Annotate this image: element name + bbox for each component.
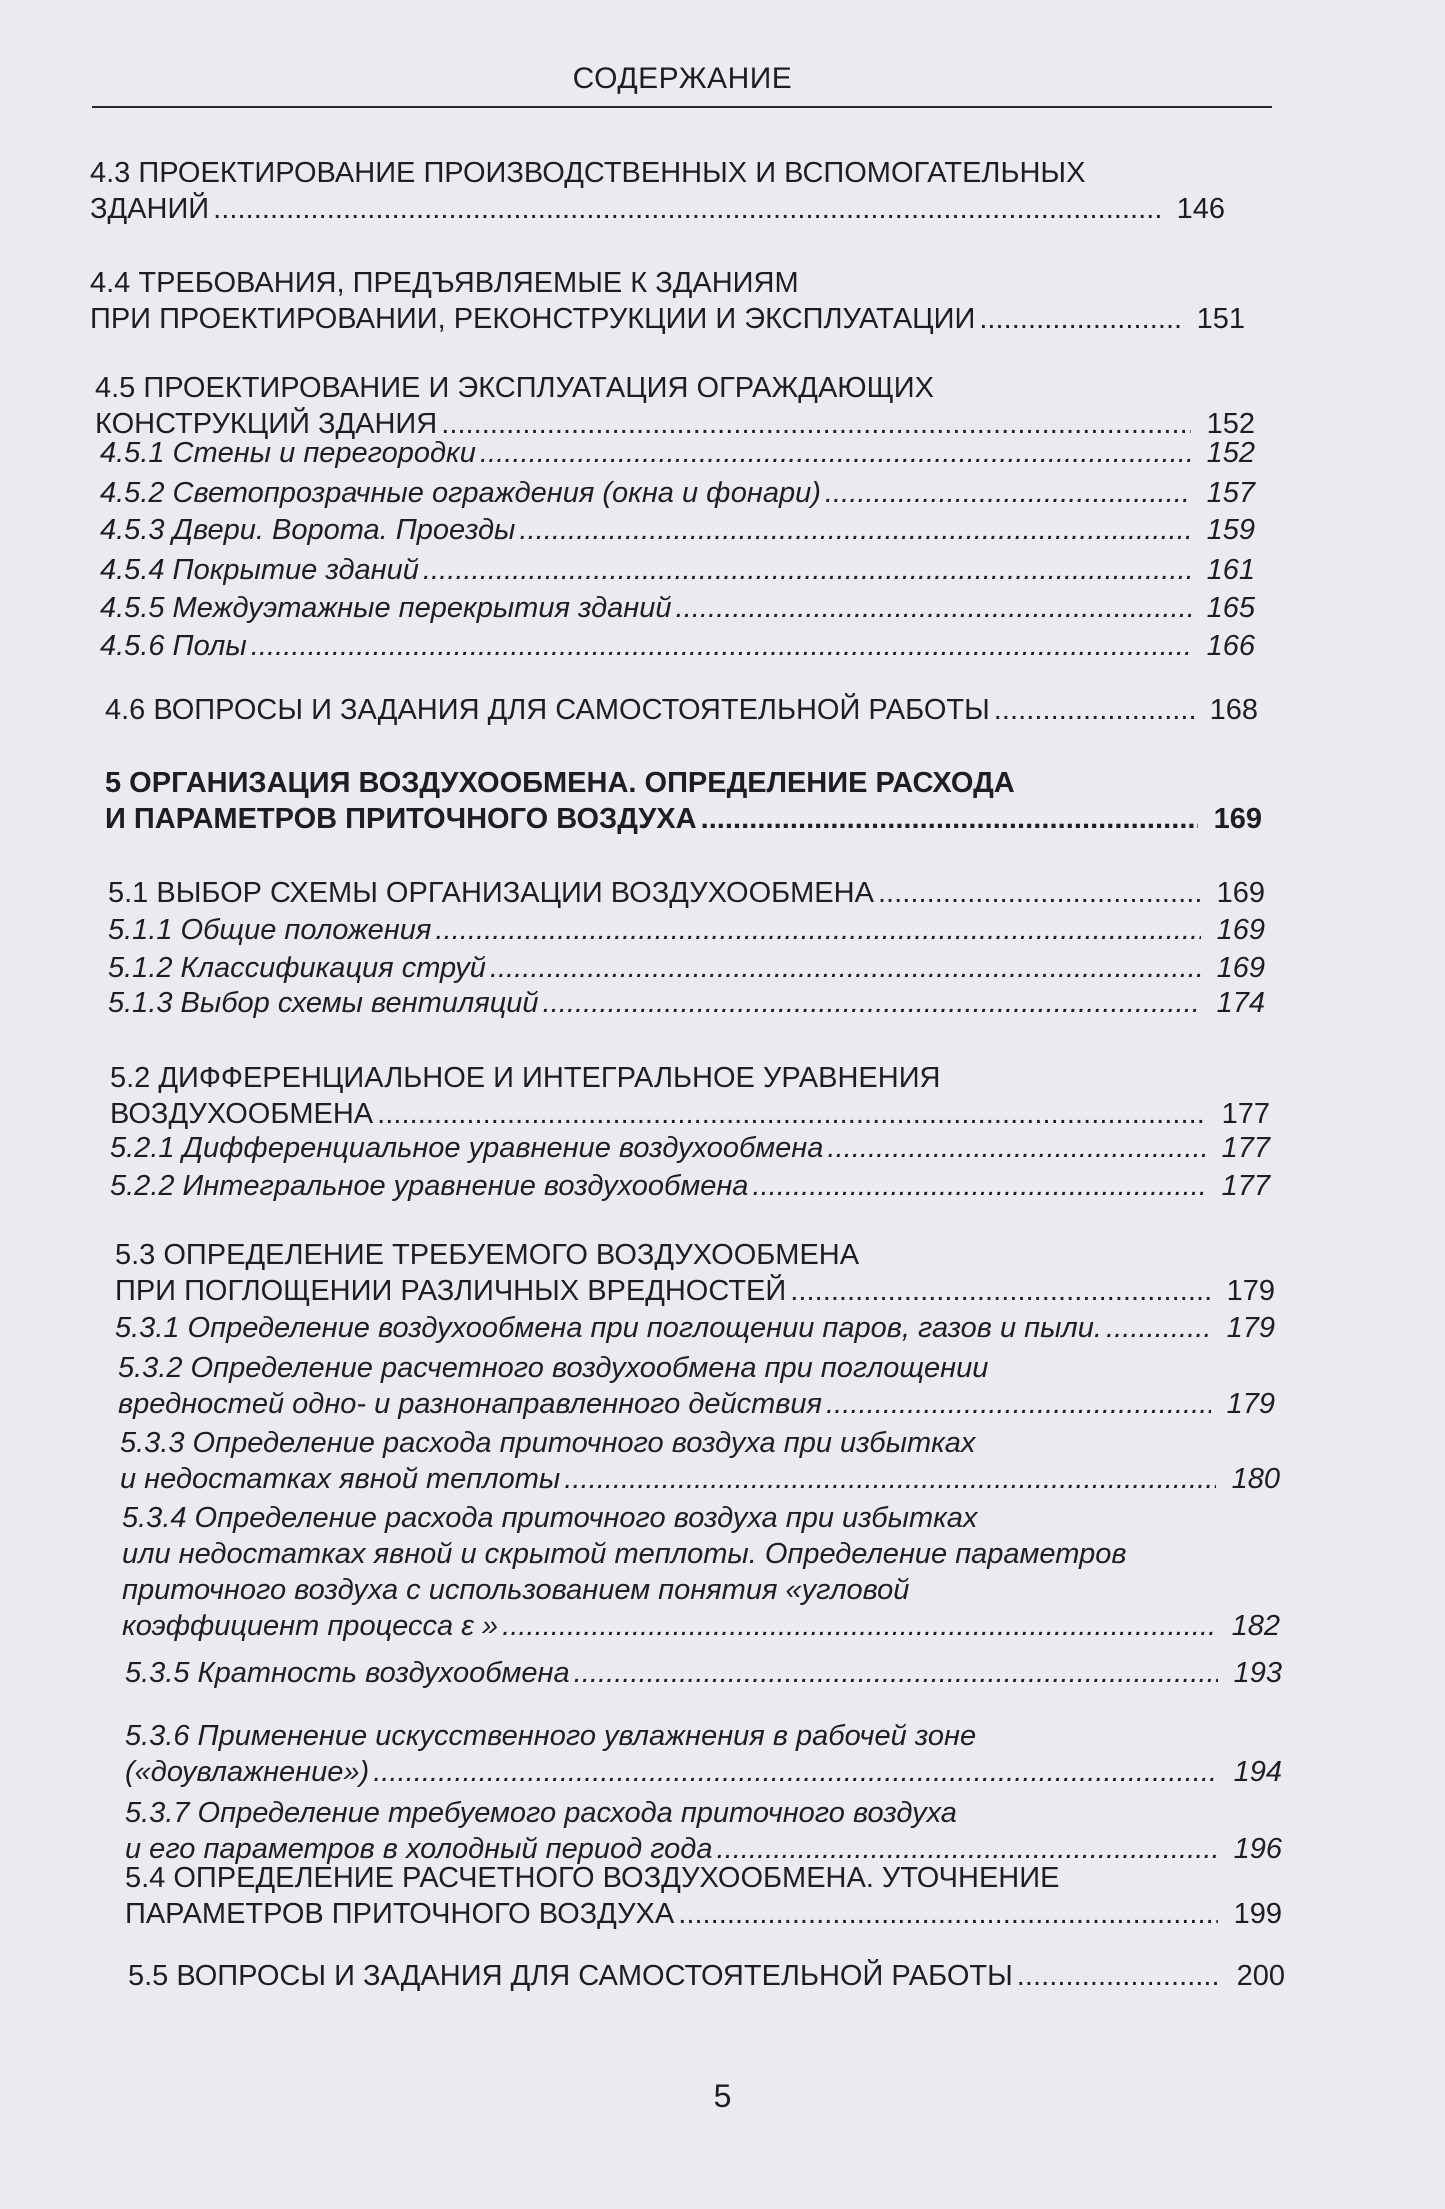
toc-entry-last-line <box>110 1096 1270 1132</box>
toc-entry-page: 165 <box>1206 592 1255 624</box>
toc-entry-page: 152 <box>1206 408 1255 440</box>
toc-entry-last-line <box>105 692 1258 728</box>
toc-entry-title: 5.1 ВЫБОР СХЕМЫ ОРГАНИЗАЦИИ ВОЗДУХООБМЕНА <box>108 877 874 909</box>
toc-entry-page: 146 <box>1176 193 1225 225</box>
toc-entry <box>110 1130 1270 1166</box>
toc-entry-title: 4.5.6 Полы <box>100 630 247 662</box>
toc-entry-page: 169 <box>1216 877 1265 909</box>
toc-entry-page: 179 <box>1226 1388 1275 1420</box>
dot-leader <box>701 801 1198 837</box>
toc-entry-last-line <box>100 475 1255 511</box>
toc-entry-title: («доувлажнение») <box>125 1756 370 1788</box>
toc-entry-last-line <box>125 1754 1282 1790</box>
toc-entry <box>105 765 1262 837</box>
toc-entry-last-line <box>100 590 1255 626</box>
toc-entry-last-line <box>108 950 1265 986</box>
toc-entry-title: ПАРАМЕТРОВ ПРИТОЧНОГО ВОЗДУХА <box>125 1898 675 1930</box>
toc-entry-line: 4.3 ПРОЕКТИРОВАНИЕ ПРОИЗВОДСТВЕННЫХ И ВСПОМОГАТЕЛЬНЫХ <box>90 157 1086 189</box>
dot-leader <box>994 692 1194 728</box>
dot-leader <box>878 875 1201 911</box>
dot-leader <box>564 1461 1216 1497</box>
toc-entry-title: коэффициент процесса ε » <box>122 1610 499 1642</box>
toc-entry <box>115 1237 1275 1309</box>
toc-entry-last-line <box>128 1958 1285 1994</box>
dot-leader <box>790 1273 1211 1309</box>
toc-entry-title: 5.3.1 Определение воздухообмена при поглощении паров, газов и пыли. <box>115 1312 1102 1344</box>
toc-entry-line: 5.3.3 Определение расхода приточного воздуха при избытках <box>120 1427 976 1459</box>
toc-entry <box>128 1958 1285 1994</box>
dot-leader <box>377 1096 1206 1132</box>
toc-entry-line: 5.4 ОПРЕДЕЛЕНИЕ РАСЧЕТНОГО ВОЗДУХООБМЕНА. УТОЧНЕНИЕ <box>125 1862 1060 1894</box>
toc-entry <box>90 155 1225 227</box>
toc-entry-title: И ПАРАМЕТРОВ ПРИТОЧНОГО ВОЗДУХА <box>105 803 697 835</box>
toc-entry <box>125 1718 1282 1790</box>
toc-entry-page: 169 <box>1216 914 1265 946</box>
dot-leader <box>574 1655 1218 1691</box>
toc-entry-line: 5.3.7 Определение требуемого расхода приточного воздуха <box>125 1797 957 1829</box>
toc-entry-line: 5.3.4 Определение расхода приточного воздуха при избытках <box>122 1502 978 1534</box>
toc-entry-last-line <box>108 875 1265 911</box>
toc-entry-title: 5.3.5 Кратность воздухообмена <box>125 1657 570 1689</box>
toc-entry-last-line <box>118 1386 1275 1422</box>
toc-entry-title: 4.5.3 Двери. Ворота. Проезды <box>100 514 516 546</box>
dot-leader <box>480 435 1191 471</box>
toc-entry-last-line <box>110 1130 1270 1166</box>
toc-entry-title: 5.5 ВОПРОСЫ И ЗАДАНИЯ ДЛЯ САМОСТОЯТЕЛЬНОЙ РАБОТЫ <box>128 1960 1013 1992</box>
dot-leader <box>502 1608 1216 1644</box>
toc-entry-last-line <box>125 1896 1282 1932</box>
header-rule <box>92 106 1272 108</box>
toc-entry-line: приточного воздуха с использованием понятия «угловой <box>122 1574 910 1606</box>
toc-entry <box>100 628 1255 664</box>
toc-entry-title: ВОЗДУХООБМЕНА <box>110 1098 374 1130</box>
toc-entry-page: 182 <box>1231 1610 1280 1642</box>
toc-entry-title: 4.5.2 Светопрозрачные ограждения (окна и фонари) <box>100 477 821 509</box>
toc-entry <box>125 1655 1282 1691</box>
toc-entry-page: 180 <box>1231 1463 1280 1495</box>
toc-entry-title: и недостатках явной теплоты <box>120 1463 561 1495</box>
toc-entry-last-line <box>100 512 1255 548</box>
toc-entry <box>122 1500 1280 1644</box>
page-header: СОДЕРЖАНИЕ <box>572 62 793 95</box>
dot-leader <box>490 950 1201 986</box>
toc-entry-title: 4.5.5 Междуэтажные перекрытия зданий <box>100 592 672 624</box>
dot-leader <box>251 628 1191 664</box>
toc-entry-page: 177 <box>1221 1170 1270 1202</box>
dot-leader <box>373 1754 1218 1790</box>
toc-entry <box>110 1168 1270 1204</box>
toc-entry <box>125 1860 1282 1932</box>
toc-entry <box>118 1350 1275 1422</box>
toc-entry-title: ПРИ ПРОЕКТИРОВАНИИ, РЕКОНСТРУКЦИИ И ЭКСПЛУАТАЦИИ <box>90 303 976 335</box>
toc-entry <box>108 912 1265 948</box>
toc-entry-title: 4.5.1 Стены и перегородки <box>100 437 476 469</box>
toc-entry-last-line <box>108 985 1265 1021</box>
toc-entry-last-line <box>115 1310 1275 1346</box>
toc-entry-page: 161 <box>1206 554 1255 586</box>
toc-entry-last-line <box>125 1655 1282 1691</box>
toc-entry-line: 5.3 ОПРЕДЕЛЕНИЕ ТРЕБУЕМОГО ВОЗДУХООБМЕНА <box>115 1239 860 1271</box>
toc-entry-line: или недостатках явной и скрытой теплоты. Определение параметров <box>122 1538 1127 1570</box>
toc-entry <box>108 985 1265 1021</box>
toc-entry-title: 5.1.3 Выбор схемы вентиляций <box>108 987 539 1019</box>
toc-entry-page: 193 <box>1233 1657 1282 1689</box>
toc-entry <box>100 512 1255 548</box>
toc-entry-line: 4.5 ПРОЕКТИРОВАНИЕ И ЭКСПЛУАТАЦИЯ ОГРАЖДАЮЩИХ <box>95 372 934 404</box>
toc-entry <box>90 265 1245 337</box>
toc-entry-title: 4.6 ВОПРОСЫ И ЗАДАНИЯ ДЛЯ САМОСТОЯТЕЛЬНОЙ РАБОТЫ <box>105 694 990 726</box>
toc-entry <box>95 370 1255 442</box>
toc-entry <box>100 552 1255 588</box>
toc-entry <box>100 475 1255 511</box>
toc-entry-last-line <box>90 191 1225 227</box>
toc-entry-last-line <box>100 628 1255 664</box>
toc-entry <box>108 950 1265 986</box>
toc-entry <box>100 435 1255 471</box>
toc-entry <box>108 875 1265 911</box>
toc-entry-page: 196 <box>1233 1833 1282 1865</box>
toc-entry-title: ЗДАНИЙ <box>90 193 210 225</box>
toc-entry-last-line <box>115 1273 1275 1309</box>
toc-entry-page: 166 <box>1206 630 1255 662</box>
dot-leader <box>1017 1958 1221 1994</box>
toc-entry-page: 179 <box>1226 1275 1275 1307</box>
toc-entry-title: 5.2.1 Дифференциальное уравнение воздухообмена <box>110 1132 824 1164</box>
toc-entry-page: 177 <box>1221 1098 1270 1130</box>
toc-entry-page: 151 <box>1196 303 1245 335</box>
toc-entry-page: 194 <box>1233 1756 1282 1788</box>
toc-entry-page: 200 <box>1236 1960 1285 1992</box>
toc-entry <box>100 590 1255 626</box>
toc-entry-last-line <box>122 1608 1280 1644</box>
toc-entry-title: КОНСТРУКЦИЙ ЗДАНИЯ <box>95 408 438 440</box>
toc-entry-last-line <box>100 435 1255 471</box>
toc-entry <box>120 1425 1280 1497</box>
dot-leader <box>825 475 1191 511</box>
dot-leader <box>213 191 1161 227</box>
toc-entry <box>125 1795 1282 1867</box>
dot-leader <box>676 590 1191 626</box>
dot-leader <box>827 1130 1206 1166</box>
toc-entry-title: 5.1.1 Общие положения <box>108 914 432 946</box>
toc-entry-line: 5.2 ДИФФЕРЕНЦИАЛЬНОЕ И ИНТЕГРАЛЬНОЕ УРАВНЕНИЯ <box>110 1062 941 1094</box>
toc-entry-last-line <box>100 552 1255 588</box>
dot-leader <box>979 301 1181 337</box>
toc-entry-last-line <box>120 1461 1280 1497</box>
toc-entry-line: 5.3.6 Применение искусственного увлажнения в рабочей зоне <box>125 1720 977 1752</box>
dot-leader <box>1106 1310 1211 1346</box>
toc-entry-page: 177 <box>1221 1132 1270 1164</box>
toc-entry-last-line <box>110 1168 1270 1204</box>
toc-entry-title: ПРИ ПОГЛОЩЕНИИ РАЗЛИЧНЫХ ВРЕДНОСТЕЙ <box>115 1275 787 1307</box>
toc-entry-page: 159 <box>1206 514 1255 546</box>
toc-entry-line: 4.4 ТРЕБОВАНИЯ, ПРЕДЪЯВЛЯЕМЫЕ К ЗДАНИЯМ <box>90 267 799 299</box>
toc-entry-line: 5.3.2 Определение расчетного воздухообмена при поглощении <box>118 1352 989 1384</box>
dot-leader <box>435 912 1201 948</box>
toc-entry-page: 179 <box>1226 1312 1275 1344</box>
toc-entry-page: 152 <box>1206 437 1255 469</box>
toc-entry-title: 5.1.2 Классификация струй <box>108 952 486 984</box>
toc-entry-title: 4.5.4 Покрытие зданий <box>100 554 419 586</box>
dot-leader <box>519 512 1191 548</box>
toc-entry-page: 174 <box>1216 987 1265 1019</box>
dot-leader <box>543 985 1201 1021</box>
toc-entry-title: вредностей одно- и разнонаправленного действия <box>118 1388 823 1420</box>
toc-entry <box>115 1310 1275 1346</box>
toc-entry-page: 169 <box>1216 952 1265 984</box>
dot-leader <box>826 1386 1211 1422</box>
toc-entry-last-line <box>90 301 1245 337</box>
toc-entry-line: 5 ОРГАНИЗАЦИЯ ВОЗДУХООБМЕНА. ОПРЕДЕЛЕНИЕ РАСХОДА <box>105 767 1015 799</box>
page-number: 5 <box>713 2078 732 2114</box>
toc-entry-page: 169 <box>1213 803 1262 835</box>
toc-entry <box>105 692 1258 728</box>
toc-entry-title: 5.2.2 Интегральное уравнение воздухообмена <box>110 1170 749 1202</box>
toc-entry-last-line <box>108 912 1265 948</box>
toc-entry-page: 199 <box>1233 1898 1282 1930</box>
dot-leader <box>678 1896 1218 1932</box>
toc-entry-title: и его параметров в холодный период года <box>125 1833 713 1865</box>
toc-entry-page: 168 <box>1209 694 1258 726</box>
toc-entry-page: 157 <box>1206 477 1255 509</box>
dot-leader <box>752 1168 1206 1204</box>
toc-entry-last-line <box>105 801 1262 837</box>
dot-leader <box>423 552 1191 588</box>
toc-entry <box>110 1060 1270 1132</box>
